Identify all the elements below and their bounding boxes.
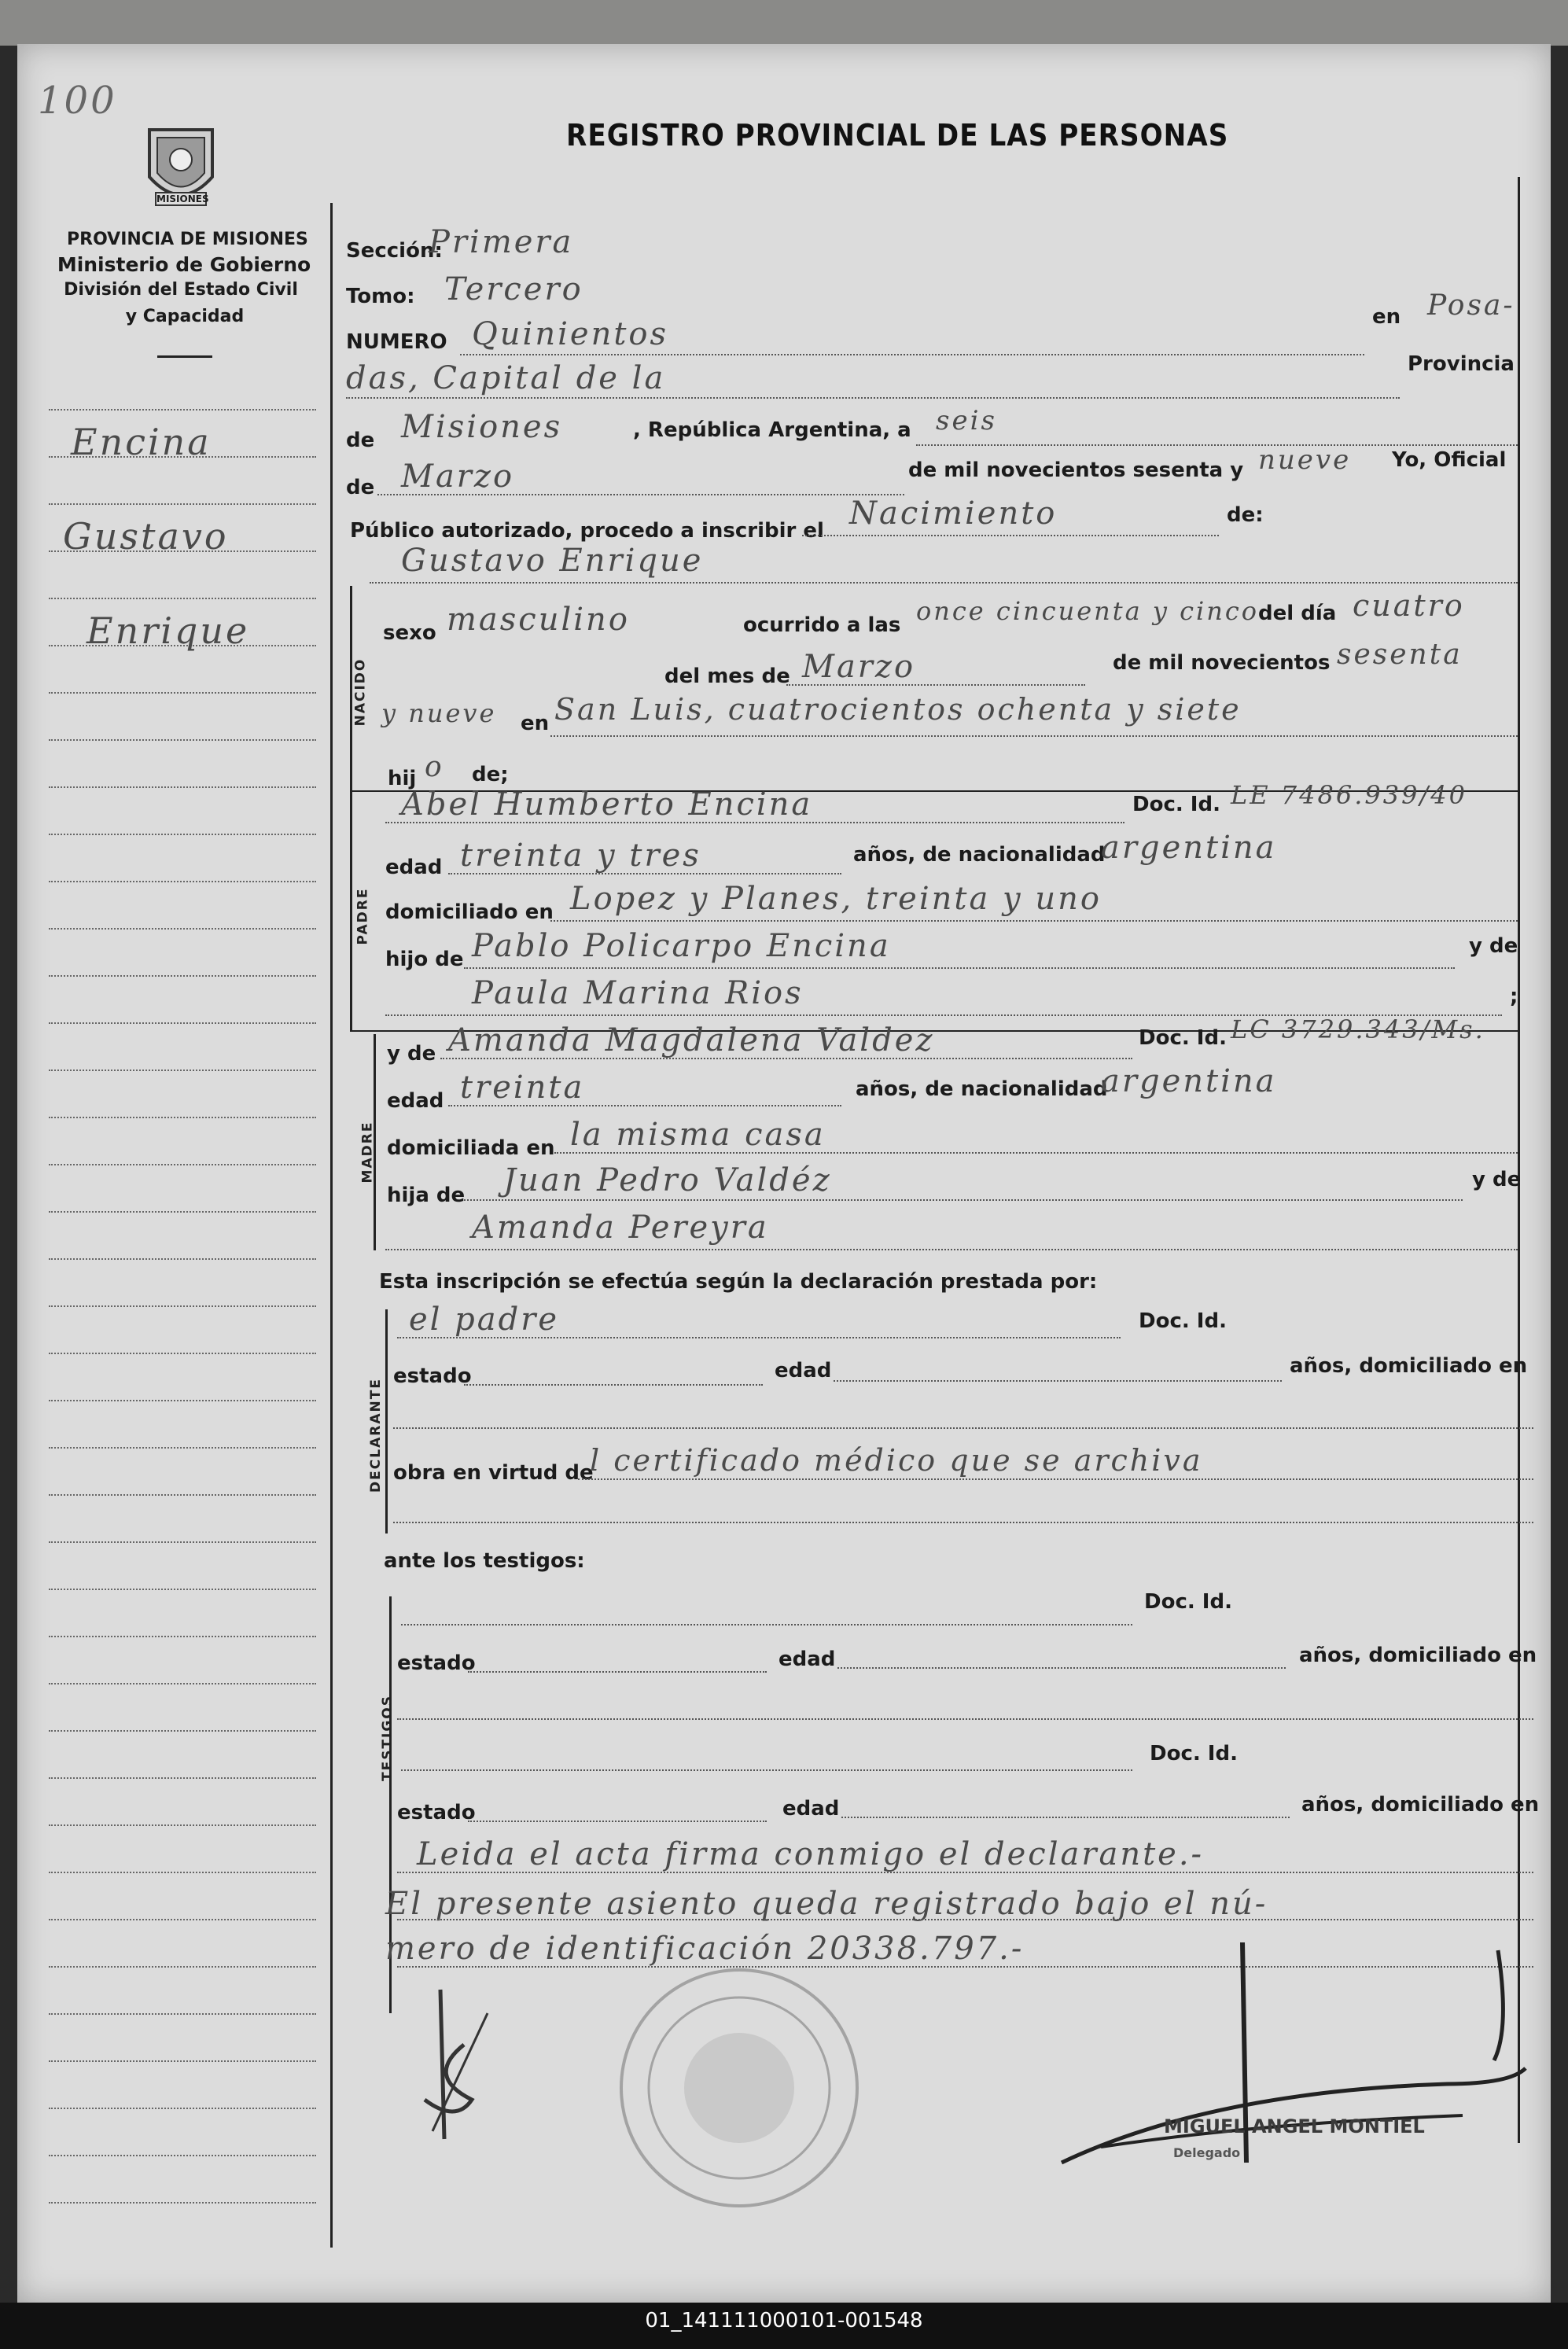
padre-padre-line xyxy=(464,967,1455,969)
madre-y-de2-label: y de xyxy=(1472,1168,1522,1191)
margin-rule-line xyxy=(49,1353,316,1354)
madre-nombre: Amanda Magdalena Valdez xyxy=(448,1022,935,1059)
hij-label: hij xyxy=(388,767,417,790)
header-province: PROVINCIA DE MISIONES xyxy=(67,230,308,249)
nacido-nombre-line xyxy=(370,582,1518,584)
month-value: Marzo xyxy=(401,458,515,495)
testigo1-edad-line xyxy=(837,1667,1286,1669)
margin-rule-line xyxy=(49,1966,316,1968)
provincia-label: Provincia xyxy=(1408,352,1515,376)
madre-hija-label: hija de xyxy=(387,1184,466,1207)
page-title: REGISTRO PROVINCIAL DE LAS PERSONAS xyxy=(566,118,1229,153)
testigo1-estado-label: estado xyxy=(397,1651,476,1675)
margin-rule-line xyxy=(49,975,316,977)
padre-edad-line xyxy=(448,873,841,874)
madre-padre-line xyxy=(464,1199,1463,1201)
margin-rule-line xyxy=(49,1022,316,1024)
testigo1-dom-line xyxy=(397,1718,1533,1720)
stamp-title: Delegado xyxy=(1173,2145,1241,2160)
margin-rule-line xyxy=(49,1636,316,1637)
padre-doc-value: LE 7486.939/40 xyxy=(1231,780,1467,810)
tomo-label: Tomo: xyxy=(346,285,415,308)
declarante-doc-label: Doc. Id. xyxy=(1139,1309,1227,1333)
testigo1-edad-label: edad xyxy=(778,1648,836,1671)
madre-side-label: MADRE xyxy=(359,1121,376,1184)
margin-rule-line xyxy=(49,1872,316,1873)
province-value: Misiones xyxy=(401,409,563,445)
margin-first-name: Gustavo xyxy=(63,515,229,558)
madre-y-de-label: y de xyxy=(387,1042,436,1066)
margin-rule-line xyxy=(49,1541,316,1543)
padre-nac-label: años, de nacionalidad xyxy=(853,843,1106,867)
acta-line xyxy=(802,535,1219,536)
declarante-signature xyxy=(409,1982,519,2155)
padre-dom-value: Lopez y Planes, treinta y uno xyxy=(570,881,1102,917)
city-cont-value: das, Capital de la xyxy=(346,360,666,396)
margin-surname: Encina xyxy=(71,421,212,463)
margin-rule-line xyxy=(49,834,316,835)
yo-oficial-label: Yo, Oficial xyxy=(1392,448,1507,472)
margin-rule-line xyxy=(49,2155,316,2156)
madre-dom-line xyxy=(554,1152,1518,1154)
obra-value: l certificado médico que se archiva xyxy=(590,1443,1203,1478)
margin-rule-line xyxy=(49,2202,316,2204)
padre-dom-line xyxy=(550,920,1518,922)
margin-rule-line xyxy=(49,1258,316,1260)
testigo1-doc-label: Doc. Id. xyxy=(1144,1590,1232,1614)
dia-value: cuatro xyxy=(1353,588,1465,623)
margin-rule-line xyxy=(49,692,316,694)
margin-rule-line xyxy=(49,1447,316,1449)
lugar-value: San Luis, cuatrocientos ochenta y siete xyxy=(554,692,1242,727)
madre-doc-label: Doc. Id. xyxy=(1139,1026,1227,1050)
de-label-1: de xyxy=(346,429,375,452)
declarante-side-label: DECLARANTE xyxy=(367,1378,384,1493)
note-line-3: mero de identificación 20338.797.- xyxy=(385,1931,1025,1967)
padre-madre-value: Paula Marina Rios xyxy=(472,975,804,1011)
testigo2-anos-label: años, domiciliado en xyxy=(1301,1793,1540,1817)
sexo-label: sexo xyxy=(383,621,436,645)
del-dia-label: del día xyxy=(1258,602,1337,625)
day-line xyxy=(916,444,1518,446)
margin-rule-line xyxy=(49,409,316,411)
lugar-line xyxy=(550,735,1518,737)
margin-rule-line xyxy=(49,1070,316,1071)
margin-rule xyxy=(330,203,333,2248)
tomo-value: Tercero xyxy=(444,271,583,307)
publico-label: Público autorizado, procedo a inscribir el xyxy=(350,519,824,543)
margin-rule-line xyxy=(49,2013,316,2015)
declarante-edad-label: edad xyxy=(775,1359,832,1383)
madre-madre-value: Amanda Pereyra xyxy=(472,1209,769,1246)
official-stamp xyxy=(609,1958,869,2218)
padre-doc-label: Doc. Id. xyxy=(1132,793,1220,816)
testigo1-anos-label: años, domiciliado en xyxy=(1299,1644,1537,1667)
madre-nac-label: años, de nacionalidad xyxy=(856,1077,1108,1101)
year-value: nueve xyxy=(1258,444,1352,476)
margin-rule-line xyxy=(49,1494,316,1496)
acta-value: Nacimiento xyxy=(849,495,1058,532)
de-mil-label: de mil novecientos xyxy=(1113,651,1331,675)
margin-rule-line xyxy=(49,1164,316,1165)
madre-dom-value: la misma casa xyxy=(570,1117,826,1153)
numero-label: NUMERO xyxy=(346,330,447,354)
stamp-name: MIGUEL ANGEL MONTIEL xyxy=(1164,2115,1425,2137)
margin-rule-line xyxy=(49,1777,316,1779)
seccion-label: Sección: xyxy=(346,239,443,263)
del-mes-label: del mes de xyxy=(664,665,790,688)
margin-rule-line xyxy=(49,1824,316,1826)
en-label: en xyxy=(1372,305,1401,329)
padre-y-de-label: y de xyxy=(1469,934,1518,958)
note-line-1: Leida el acta firma conmigo el declarante.- xyxy=(417,1836,1205,1872)
seal-label: MISIONES xyxy=(156,193,209,204)
madre-dom-label: domiciliada en xyxy=(387,1136,555,1160)
padre-edad-value: treinta y tres xyxy=(460,838,701,874)
margin-middle-name: Enrique xyxy=(86,609,250,652)
testigos-side-label: TESTIGOS xyxy=(380,1694,396,1782)
nacido-nombre: Gustavo Enrique xyxy=(401,543,704,579)
header-division: División del Estado Civil xyxy=(64,280,298,300)
hij-suffix: o xyxy=(425,751,444,783)
padre-nombre-line xyxy=(385,822,1124,823)
madre-nac-value: argentina xyxy=(1101,1063,1277,1099)
margin-rule-line xyxy=(49,1683,316,1684)
declarante-anos-label: años, domiciliado en xyxy=(1290,1354,1528,1378)
nacido-side-label: NACIDO xyxy=(352,657,369,727)
obra-line xyxy=(578,1478,1533,1480)
scan-id: 01_141111000101-001548 xyxy=(645,2309,923,2332)
note-line-1-rule xyxy=(397,1872,1533,1873)
margin-rule-line xyxy=(49,1400,316,1401)
margin-rule-line xyxy=(49,1117,316,1118)
city-line xyxy=(346,397,1400,399)
margin-rule-line xyxy=(49,928,316,930)
hij-de-label: de; xyxy=(472,763,509,786)
declarante-bracket xyxy=(385,1309,388,1533)
madre-padre-value: Juan Pedro Valdéz xyxy=(503,1162,832,1198)
margin-rule-line xyxy=(49,1211,316,1213)
padre-edad-label: edad xyxy=(385,856,443,879)
declarante-estado-line xyxy=(464,1384,763,1386)
declarante-estado-label: estado xyxy=(393,1364,472,1388)
margin-rule-line xyxy=(49,881,316,882)
header-ministry: Ministerio de Gobierno xyxy=(57,253,311,276)
note-line-2-rule xyxy=(397,1919,1533,1920)
anio-value: sesenta xyxy=(1337,639,1463,671)
note-line-2: El presente asiento queda registrado bajo el nú- xyxy=(385,1886,1268,1922)
mes-value: Marzo xyxy=(802,649,916,685)
en-lugar-label: en xyxy=(521,712,550,735)
madre-madre-line xyxy=(385,1249,1518,1250)
declarante-line xyxy=(397,1337,1121,1338)
mes-line xyxy=(786,684,1085,686)
testigo1-name-line xyxy=(401,1624,1132,1626)
margin-rule-line xyxy=(49,2108,316,2109)
hora-value: once cincuenta y cinco xyxy=(916,596,1260,626)
numero-line xyxy=(460,354,1364,355)
inscripcion-label: Esta inscripción se efectúa según la declaración prestada por: xyxy=(379,1270,1098,1294)
anio-cont-value: y nueve xyxy=(381,698,497,728)
margin-rule-line xyxy=(49,1305,316,1307)
ocurrido-label: ocurrido a las xyxy=(743,613,901,637)
declarante-extra-line xyxy=(393,1522,1533,1523)
padre-dom-label: domiciliado en xyxy=(385,900,554,924)
declarante-edad-line xyxy=(834,1380,1282,1382)
margin-rule-line xyxy=(49,2060,316,2062)
numero-value: Quinientos xyxy=(472,316,669,352)
padre-padre-value: Pablo Policarpo Encina xyxy=(472,928,891,964)
de-label-2: de xyxy=(346,476,375,499)
seccion-value: Primera xyxy=(429,224,574,260)
madre-edad-value: treinta xyxy=(460,1070,585,1106)
city-value: Posa- xyxy=(1427,289,1515,322)
right-rule xyxy=(1518,177,1520,2143)
testigo2-doc-label: Doc. Id. xyxy=(1150,1742,1238,1765)
de-colon-label: de: xyxy=(1227,503,1264,527)
padre-nombre: Abel Humberto Encina xyxy=(401,786,813,823)
day-value: seis xyxy=(936,405,997,436)
sexo-value: masculino xyxy=(447,602,630,638)
header-capacity: y Capacidad xyxy=(125,307,245,326)
madre-edad-line xyxy=(448,1105,841,1106)
testigo1-estado-line xyxy=(468,1671,767,1673)
testigos-label: ante los testigos: xyxy=(384,1549,585,1573)
margin-rule-line xyxy=(49,739,316,741)
republica-label: , República Argentina, a xyxy=(633,418,911,442)
padre-nac-value: argentina xyxy=(1101,830,1277,866)
padre-semicolon: ; xyxy=(1510,985,1518,1008)
header-divider xyxy=(157,355,212,358)
padre-hijo-label: hijo de xyxy=(385,948,464,971)
madre-nombre-line xyxy=(440,1058,1132,1059)
scan-top-edge xyxy=(0,0,1568,46)
month-line xyxy=(377,494,904,495)
testigo2-name-line xyxy=(401,1769,1132,1771)
margin-rule-line xyxy=(49,1919,316,1920)
testigo2-edad-line xyxy=(841,1817,1290,1818)
margin-rule-line xyxy=(49,598,316,599)
madre-doc-value: LC 3729.343/Ms. xyxy=(1231,1014,1485,1044)
padre-bracket xyxy=(350,794,352,1030)
declarante-value: el padre xyxy=(409,1302,560,1338)
declarante-dom-line xyxy=(393,1427,1533,1429)
testigo2-estado-line xyxy=(468,1821,767,1822)
margin-rule-line xyxy=(49,1589,316,1590)
margin-rule-line xyxy=(49,1730,316,1732)
page-number: 100 xyxy=(38,79,117,123)
padre-side-label: PADRE xyxy=(355,887,371,945)
obra-label: obra en virtud de xyxy=(393,1461,594,1485)
testigo2-estado-label: estado xyxy=(397,1801,476,1824)
margin-rule-line xyxy=(49,786,316,788)
sesenta-y-label: de mil novecientos sesenta y xyxy=(908,458,1244,482)
margin-rule-line xyxy=(49,503,316,505)
madre-edad-label: edad xyxy=(387,1089,444,1113)
testigo2-edad-label: edad xyxy=(782,1797,840,1821)
